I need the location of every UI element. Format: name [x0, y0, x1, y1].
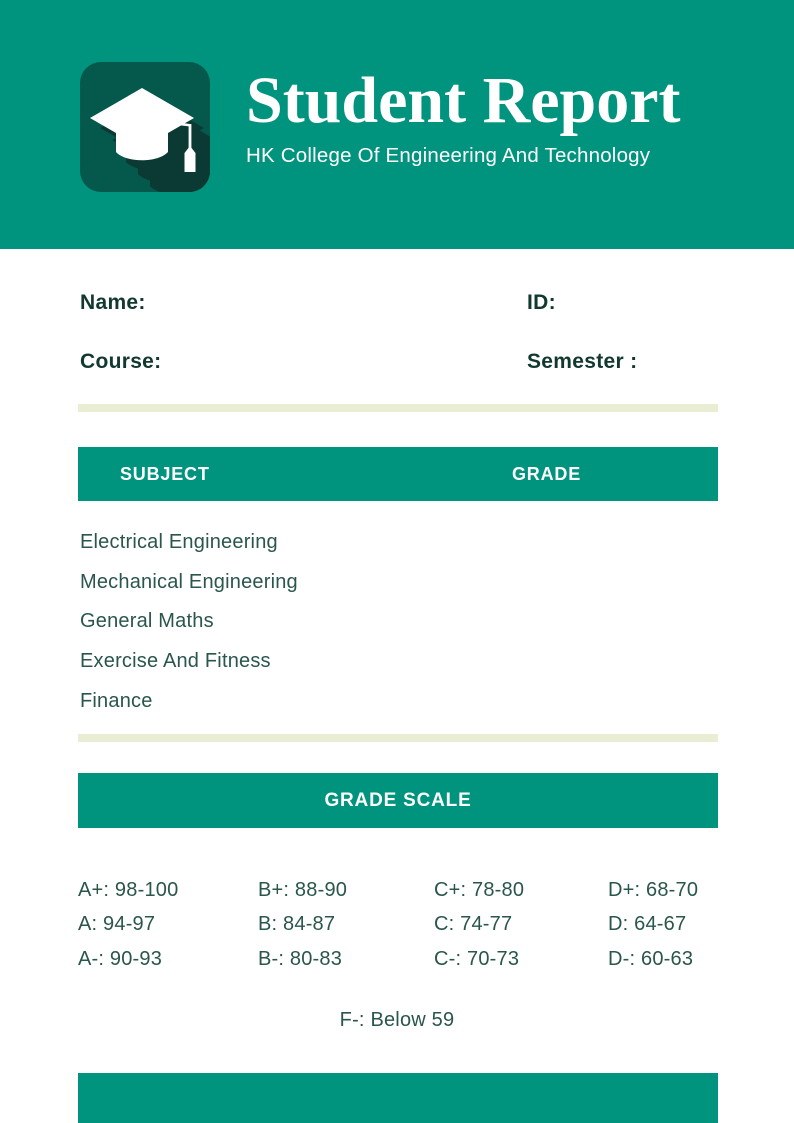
grade-scale-cell: C-: 70-73 [434, 947, 520, 970]
grade-scale-grid [78, 873, 718, 977]
header-banner [0, 0, 794, 249]
table-row: Electrical Engineering [80, 531, 278, 554]
grade-scale-title: GRADE SCALE [324, 789, 472, 811]
course-field-label: Course: [80, 350, 162, 373]
subject-list [80, 523, 700, 721]
grade-scale-footnote: F-: Below 59 [339, 1009, 455, 1031]
table-row: Mechanical Engineering [80, 570, 298, 593]
graduation-cap-icon [80, 62, 210, 192]
divider [78, 734, 718, 742]
grade-column-header: GRADE [512, 463, 582, 484]
title-block [246, 66, 746, 168]
subject-column-header: SUBJECT [120, 463, 210, 484]
grade-scale-cell: D+: 68-70 [608, 878, 699, 901]
page-title: Student Report [246, 64, 681, 137]
table-row: Exercise And Fitness [80, 650, 271, 673]
grade-scale-cell: B: 84-87 [258, 913, 336, 936]
grade-scale-header [78, 773, 718, 828]
grade-scale-cell: B-: 80-83 [258, 947, 343, 970]
footer-bar [78, 1073, 718, 1123]
grade-scale-cell: B+: 88-90 [258, 878, 348, 901]
semester-field-label: Semester : [527, 350, 638, 373]
grade-scale-cell: C: 74-77 [434, 913, 513, 936]
id-field-label: ID: [527, 291, 556, 314]
grade-scale-cell: D-: 60-63 [608, 947, 694, 970]
page-subtitle: HK College Of Engineering And Technology [246, 144, 651, 168]
grade-scale-cell: A-: 90-93 [78, 947, 163, 970]
grades-table-header [78, 447, 718, 501]
grade-scale-cell: D: 64-67 [608, 913, 687, 936]
grade-scale-cell: A+: 98-100 [78, 878, 179, 901]
grade-scale-cell: A: 94-97 [78, 913, 156, 936]
name-field-label: Name: [80, 291, 146, 314]
table-row: Finance [80, 689, 153, 712]
table-row: General Maths [80, 610, 214, 633]
grade-scale-cell: C+: 78-80 [434, 878, 525, 901]
divider [78, 404, 718, 412]
